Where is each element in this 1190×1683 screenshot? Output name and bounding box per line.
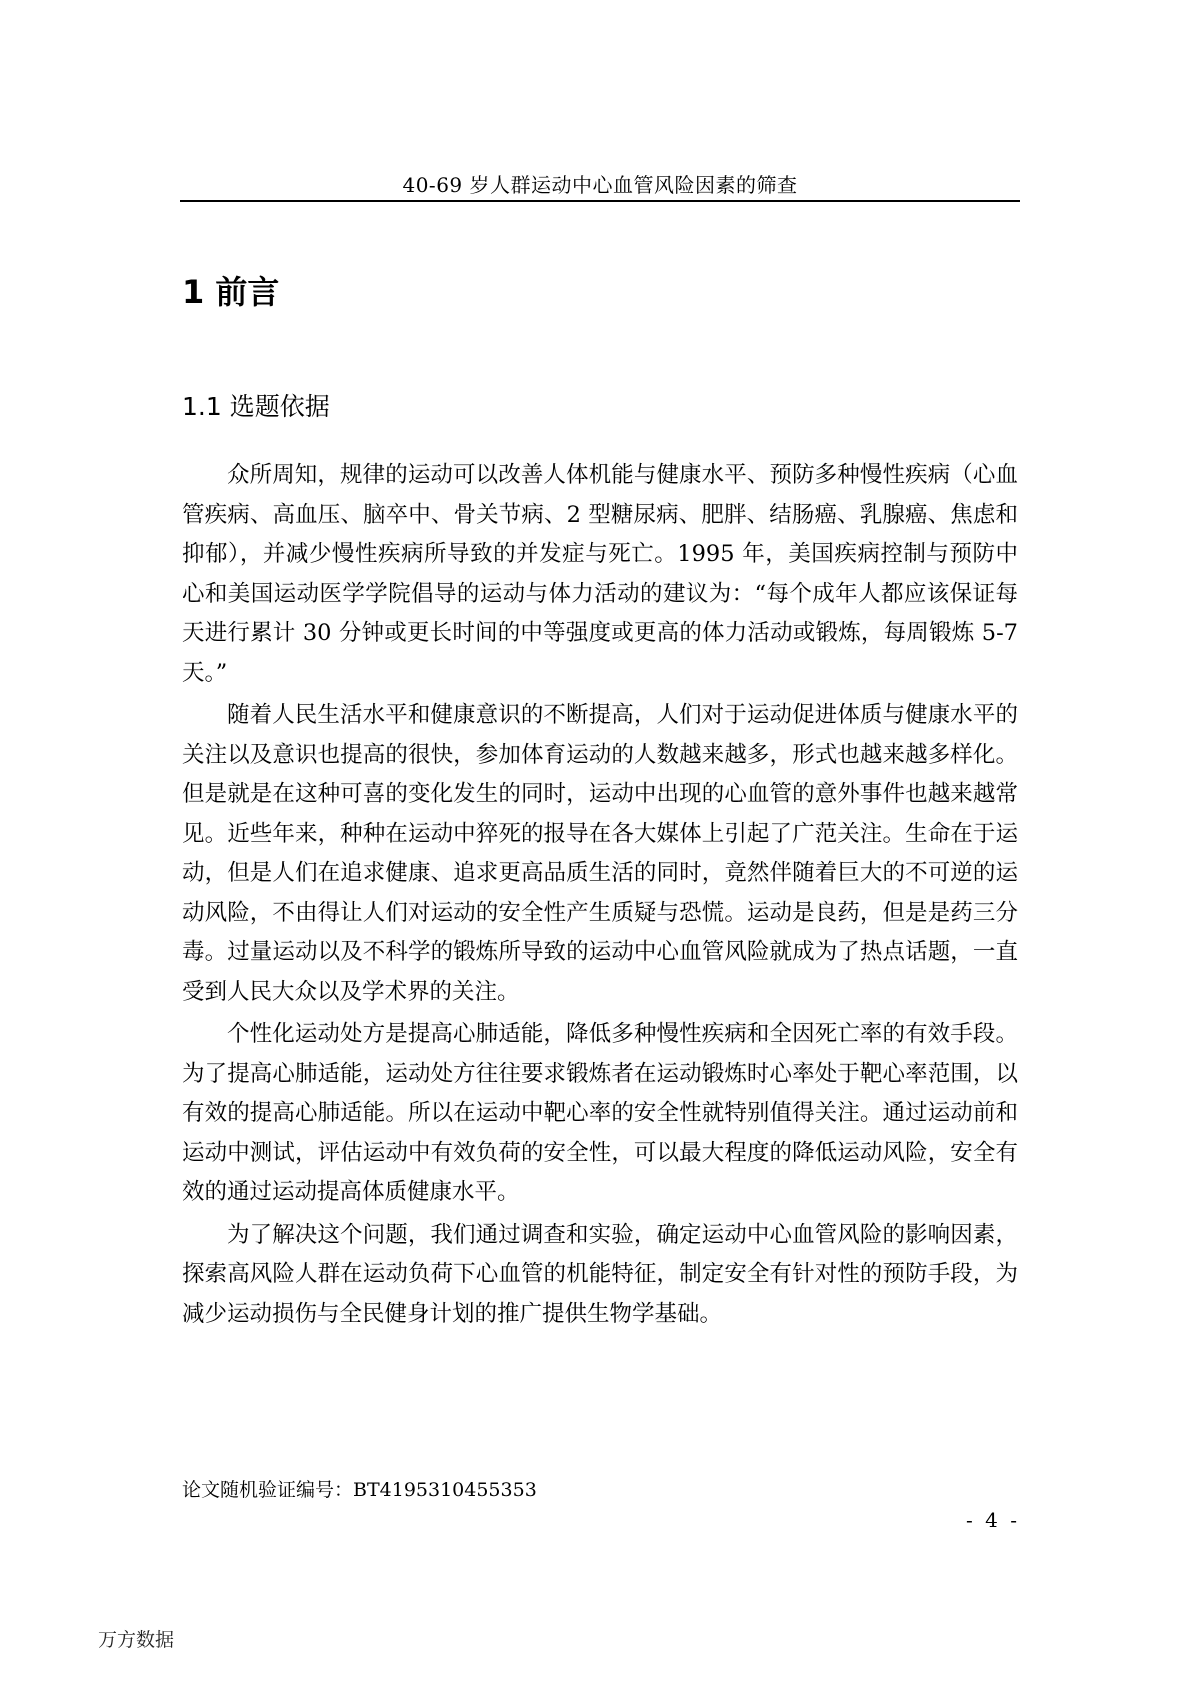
- source-watermark: 万方数据: [98, 1629, 175, 1651]
- verification-code: 论文随机验证编号：BT4195310455353: [182, 1479, 537, 1501]
- running-header: 40-69 岁人群运动中心血管风险因素的筛查: [402, 173, 798, 197]
- page-number: - 4 -: [966, 1508, 1020, 1532]
- body-text: [182, 456, 1018, 1337]
- section-title: 1.1 选题依据: [182, 392, 330, 421]
- paragraph-4: 为了解决这个问题，我们通过调查和实验，确定运动中心血管风险的影响因素，探索高风险人群在运动负荷下心血管的机能特征，制定安全有针对性的预防手段，为减少运动损伤与全民健身计划的推广提供生物学基础。: [182, 1221, 1018, 1327]
- header-rule: [180, 200, 1020, 202]
- paragraph-1: 众所周知，规律的运动可以改善人体机能与健康水平、预防多种慢性疾病（心血管疾病、高血压、脑卒中、骨关节病、2 型糖尿病、肥胖、结肠癌、乳腺癌、焦虑和抑郁），并减少慢性疾病所导致的并发症与死亡。1995 年，美国疾病控制与预防中心和美国运动医学学院倡导的运动与体力活动的建议为：“每个成年人都应该保证每天进行累计 30 分钟或更长时间的中等强度或更高的体力活动或锻炼，每周锻炼 5-7 天。”: [182, 462, 1018, 686]
- paragraph-2: 随着人民生活水平和健康意识的不断提高，人们对于运动促进体质与健康水平的关注以及意识也提高的很快，参加体育运动的人数越来越多，形式也越来越多样化。但是就是在这种可喜的变化发生的同时，运动中出现的心血管的意外事件也越来越常见。近些年来，种种在运动中猝死的报导在各大媒体上引起了广范关注。生命在于运动，但是人们在追求健康、追求更高品质生活的同时，竟然伴随着巨大的不可逆的运动风险，不由得让人们对运动的安全性产生质疑与恐慌。运动是良药，但是是药三分毒。过量运动以及不科学的锻炼所导致的运动中心血管风险就成为了热点话题，一直受到人民大众以及学术界的关注。: [182, 702, 1018, 1005]
- chapter-title: 1 前言: [182, 273, 280, 311]
- paragraph-3: 个性化运动处方是提高心肺适能，降低多种慢性疾病和全因死亡率的有效手段。为了提高心肺适能，运动处方往往要求锻炼者在运动锻炼时心率处于靶心率范围，以有效的提高心肺适能。所以在运动中靶心率的安全性就特别值得关注。通过运动前和运动中测试，评估运动中有效负荷的安全性，可以最大程度的降低运动风险，安全有效的通过运动提高体质健康水平。: [182, 1021, 1018, 1205]
